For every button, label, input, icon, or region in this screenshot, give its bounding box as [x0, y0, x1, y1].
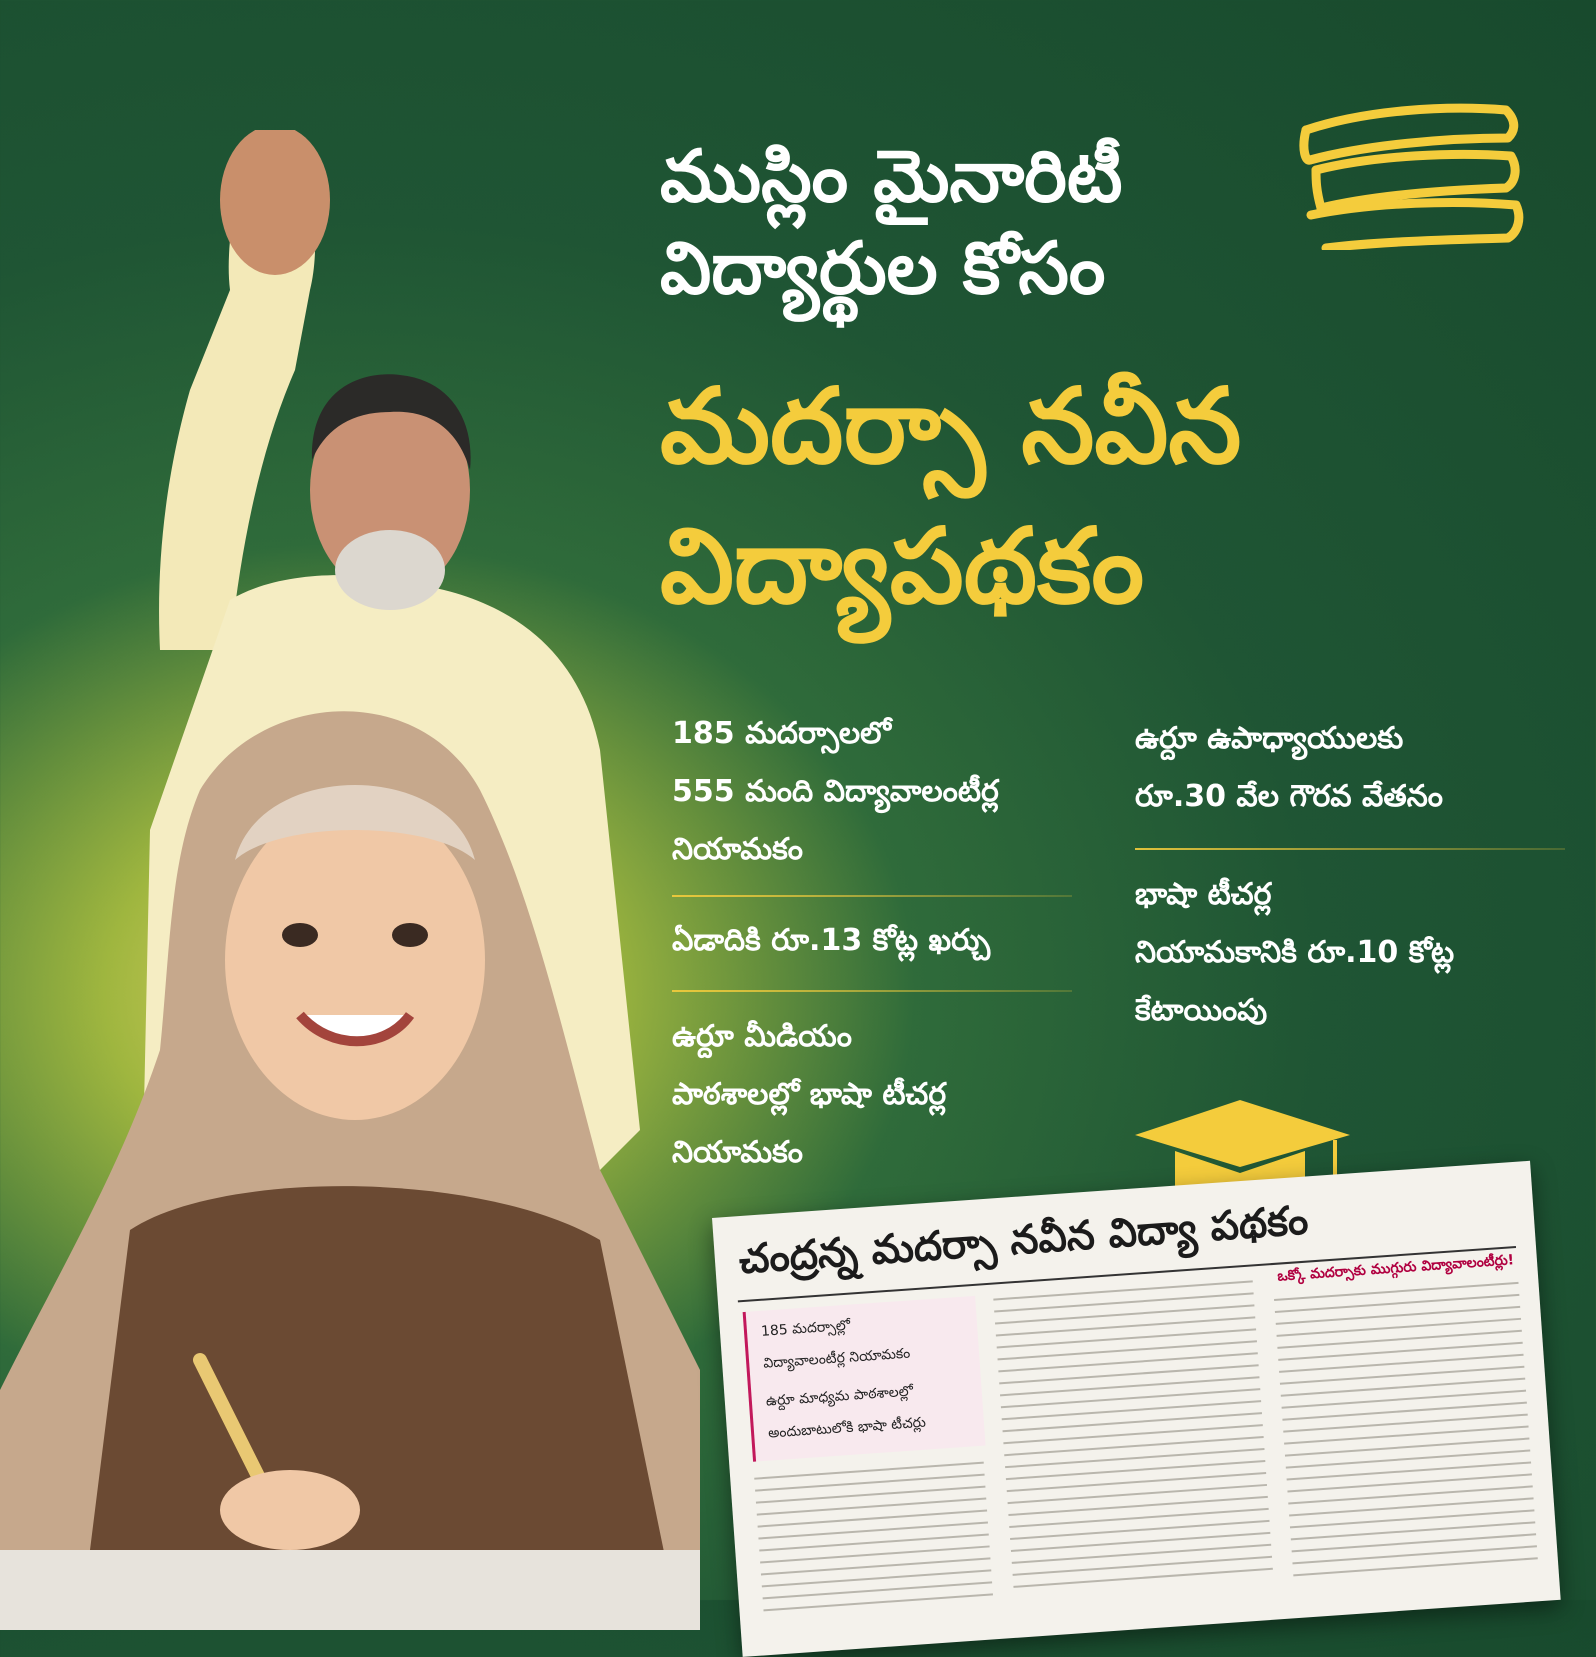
point-line: నియామకం: [672, 1135, 803, 1170]
point-line: ఉర్దూ ఉపాధ్యాయులకు: [1135, 721, 1404, 756]
divider: [672, 990, 1072, 992]
scheme-title-line-2: విద్యాపథకం: [660, 505, 1145, 627]
clipping-bullet: అందుబాటులోకి భాషా టీచర్లు: [767, 1414, 927, 1442]
divider: [1135, 848, 1565, 850]
clipping-bullet: 185 మదర్సాల్లో: [760, 1317, 851, 1340]
point-language-teachers: [672, 1008, 1092, 1182]
point-honorarium: [1135, 710, 1575, 826]
headline-line-2: విద్యార్థుల కోసం: [660, 226, 1106, 310]
clipping-highlight-box: [743, 1296, 986, 1462]
point-line: 555 మంది విద్యావాలంటీర్ల: [672, 774, 999, 809]
clipping-bullet: ఉర్దూ మాధ్యమ పాఠశాలల్లో: [765, 1383, 914, 1410]
headline-line-1: ముస్లిం మైనారిటీ: [660, 134, 1123, 218]
newspaper-clipping: [712, 1161, 1561, 1657]
clipping-text-column: [754, 1462, 993, 1622]
point-volunteers: [672, 705, 1092, 879]
clipping-subheading: ఒక్కో మదర్సాకు ముగ్గురు విద్యావాలంటీర్లు!: [1276, 1252, 1515, 1285]
point-line: కేటాయింపు: [1135, 993, 1268, 1028]
point-line: పాఠశాలల్లో భాషా టీచర్ల: [672, 1077, 947, 1112]
point-line: నియామకానికి రూ.10 కోట్ల: [1135, 935, 1455, 970]
clipping-headline: చంద్రన్న మదర్సా నవీన విద్యా పథకం: [737, 1196, 1310, 1284]
point-line: ఉర్దూ మీడియం: [672, 1019, 852, 1054]
point-allocation: [1135, 866, 1575, 1040]
headline-block: [660, 130, 1480, 636]
point-line: 185 మదర్సాలలో: [672, 716, 892, 751]
scheme-title-line-1: మదర్సా నవీన: [660, 365, 1242, 487]
student-photo: [0, 670, 700, 1630]
divider: [672, 895, 1072, 897]
clipping-bullet: విద్యావాలంటీర్ల నియామకం: [762, 1345, 911, 1372]
point-line: భాషా టీచర్ల: [1135, 877, 1272, 912]
point-line: నియామకం: [672, 832, 803, 867]
point-line: రూ.30 వేల గౌరవ వేతనం: [1135, 779, 1443, 814]
clipping-text-column: [993, 1280, 1273, 1597]
clipping-text-column: [1274, 1282, 1538, 1586]
point-annual-cost: [672, 912, 1092, 970]
point-line: ఏడాదికి రూ.13 కోట్ల ఖర్చు: [672, 923, 991, 958]
